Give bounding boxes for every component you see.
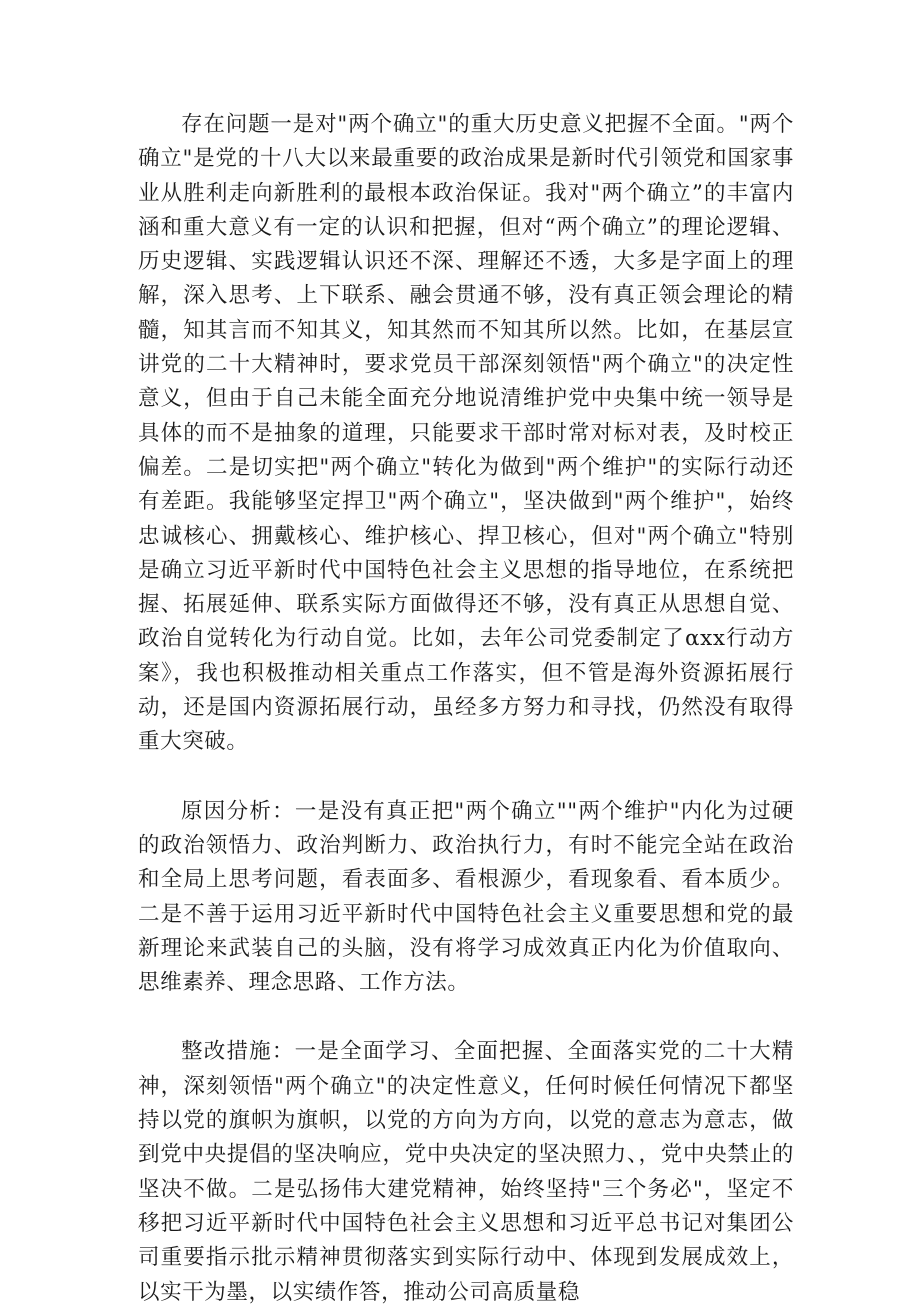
paragraph-rectification-measures: 整改措施：一是全面学习、全面把握、全面落实党的二十大精神，深刻领悟"两个确立"的决定性意义，任何时候任何情况下都坚持以党的旗帜为旗帜，以党的方向为方向，以党的意志为意志，做到党中央提倡的坚决响应，党中央决定的坚决照力、，党中央禁止的坚决不做。二是弘扬伟大建党精神，始终坚持"三个务必"，坚定不移把习近平新时代中国特色社会主义思想和习近平总书记对集团公司重要指示批示精神贯彻落实到实际行动中、体现到发展成效上，以实干为墨，以实绩作答，推动公司高质量稳 (138, 1039, 794, 1305)
paragraph-problems: 存在问题一是对"两个确立"的重大历史意义把握不全面。"两个确立"是党的十八大以来最重要的政治成果是新时代引领党和国家事业从胜利走向新胜利的最根本政治保证。我对"两个确立”的丰富内涵和重大意义有一定的认识和把握，但对“两个确立”的理论逻辑、历史逻辑、实践逻辑认识还不深、理解还不透，大多是字面上的理解，深入思考、上下联系、融会贯通不够，没有真正领会理论的精髓，知其言而不知其义，知其然而不知其所以然。比如，在基层宣讲党的二十大精神时，要求党员干部深刻领悟"两个确立"的决定性意义，但由于自己未能全面充分地说清维护党中央集中统一领导是具体的而不是抽象的道理，只能要求干部时常对标对表，及时校正偏差。二是切实把"两个确立"转化为做到"两个维护"的实际行动还有差距。我能够坚定捍卫"两个确立"，坚决做到"两个维护"，始终忠诚核心、拥戴核心、维护核心、捍卫核心，但对"两个确立"特别是确立习近平新时代中国特色社会主义思想的指导地位，在系统把握、拓展延伸、联系实际方面做得还不够，没有真正从思想自觉、政治自觉转化为行动自觉。比如，去年公司党委制定了αxx行动方案》，我也积极推动相关重点工作落实，但不管是海外资源拓展行动，还是国内资源拓展行动，虽经多方努力和寻找，仍然没有取得重大突破。 (138, 112, 794, 755)
paragraph-cause-analysis: 原因分析：一是没有真正把"两个确立""两个维护"内化为过硬的政治领悟力、政治判断力、政治执行力，有时不能完全站在政治和全局上思考问题，看表面多、看根源少，看现象看、看本质少。二是不善于运用习近平新时代中国特色社会主义重要思想和党的最新理论来武装自己的头脑，没有将学习成效真正内化为价值取向、思维素养、理念思路、工作方法。 (138, 798, 794, 996)
document-body (138, 108, 794, 1310)
